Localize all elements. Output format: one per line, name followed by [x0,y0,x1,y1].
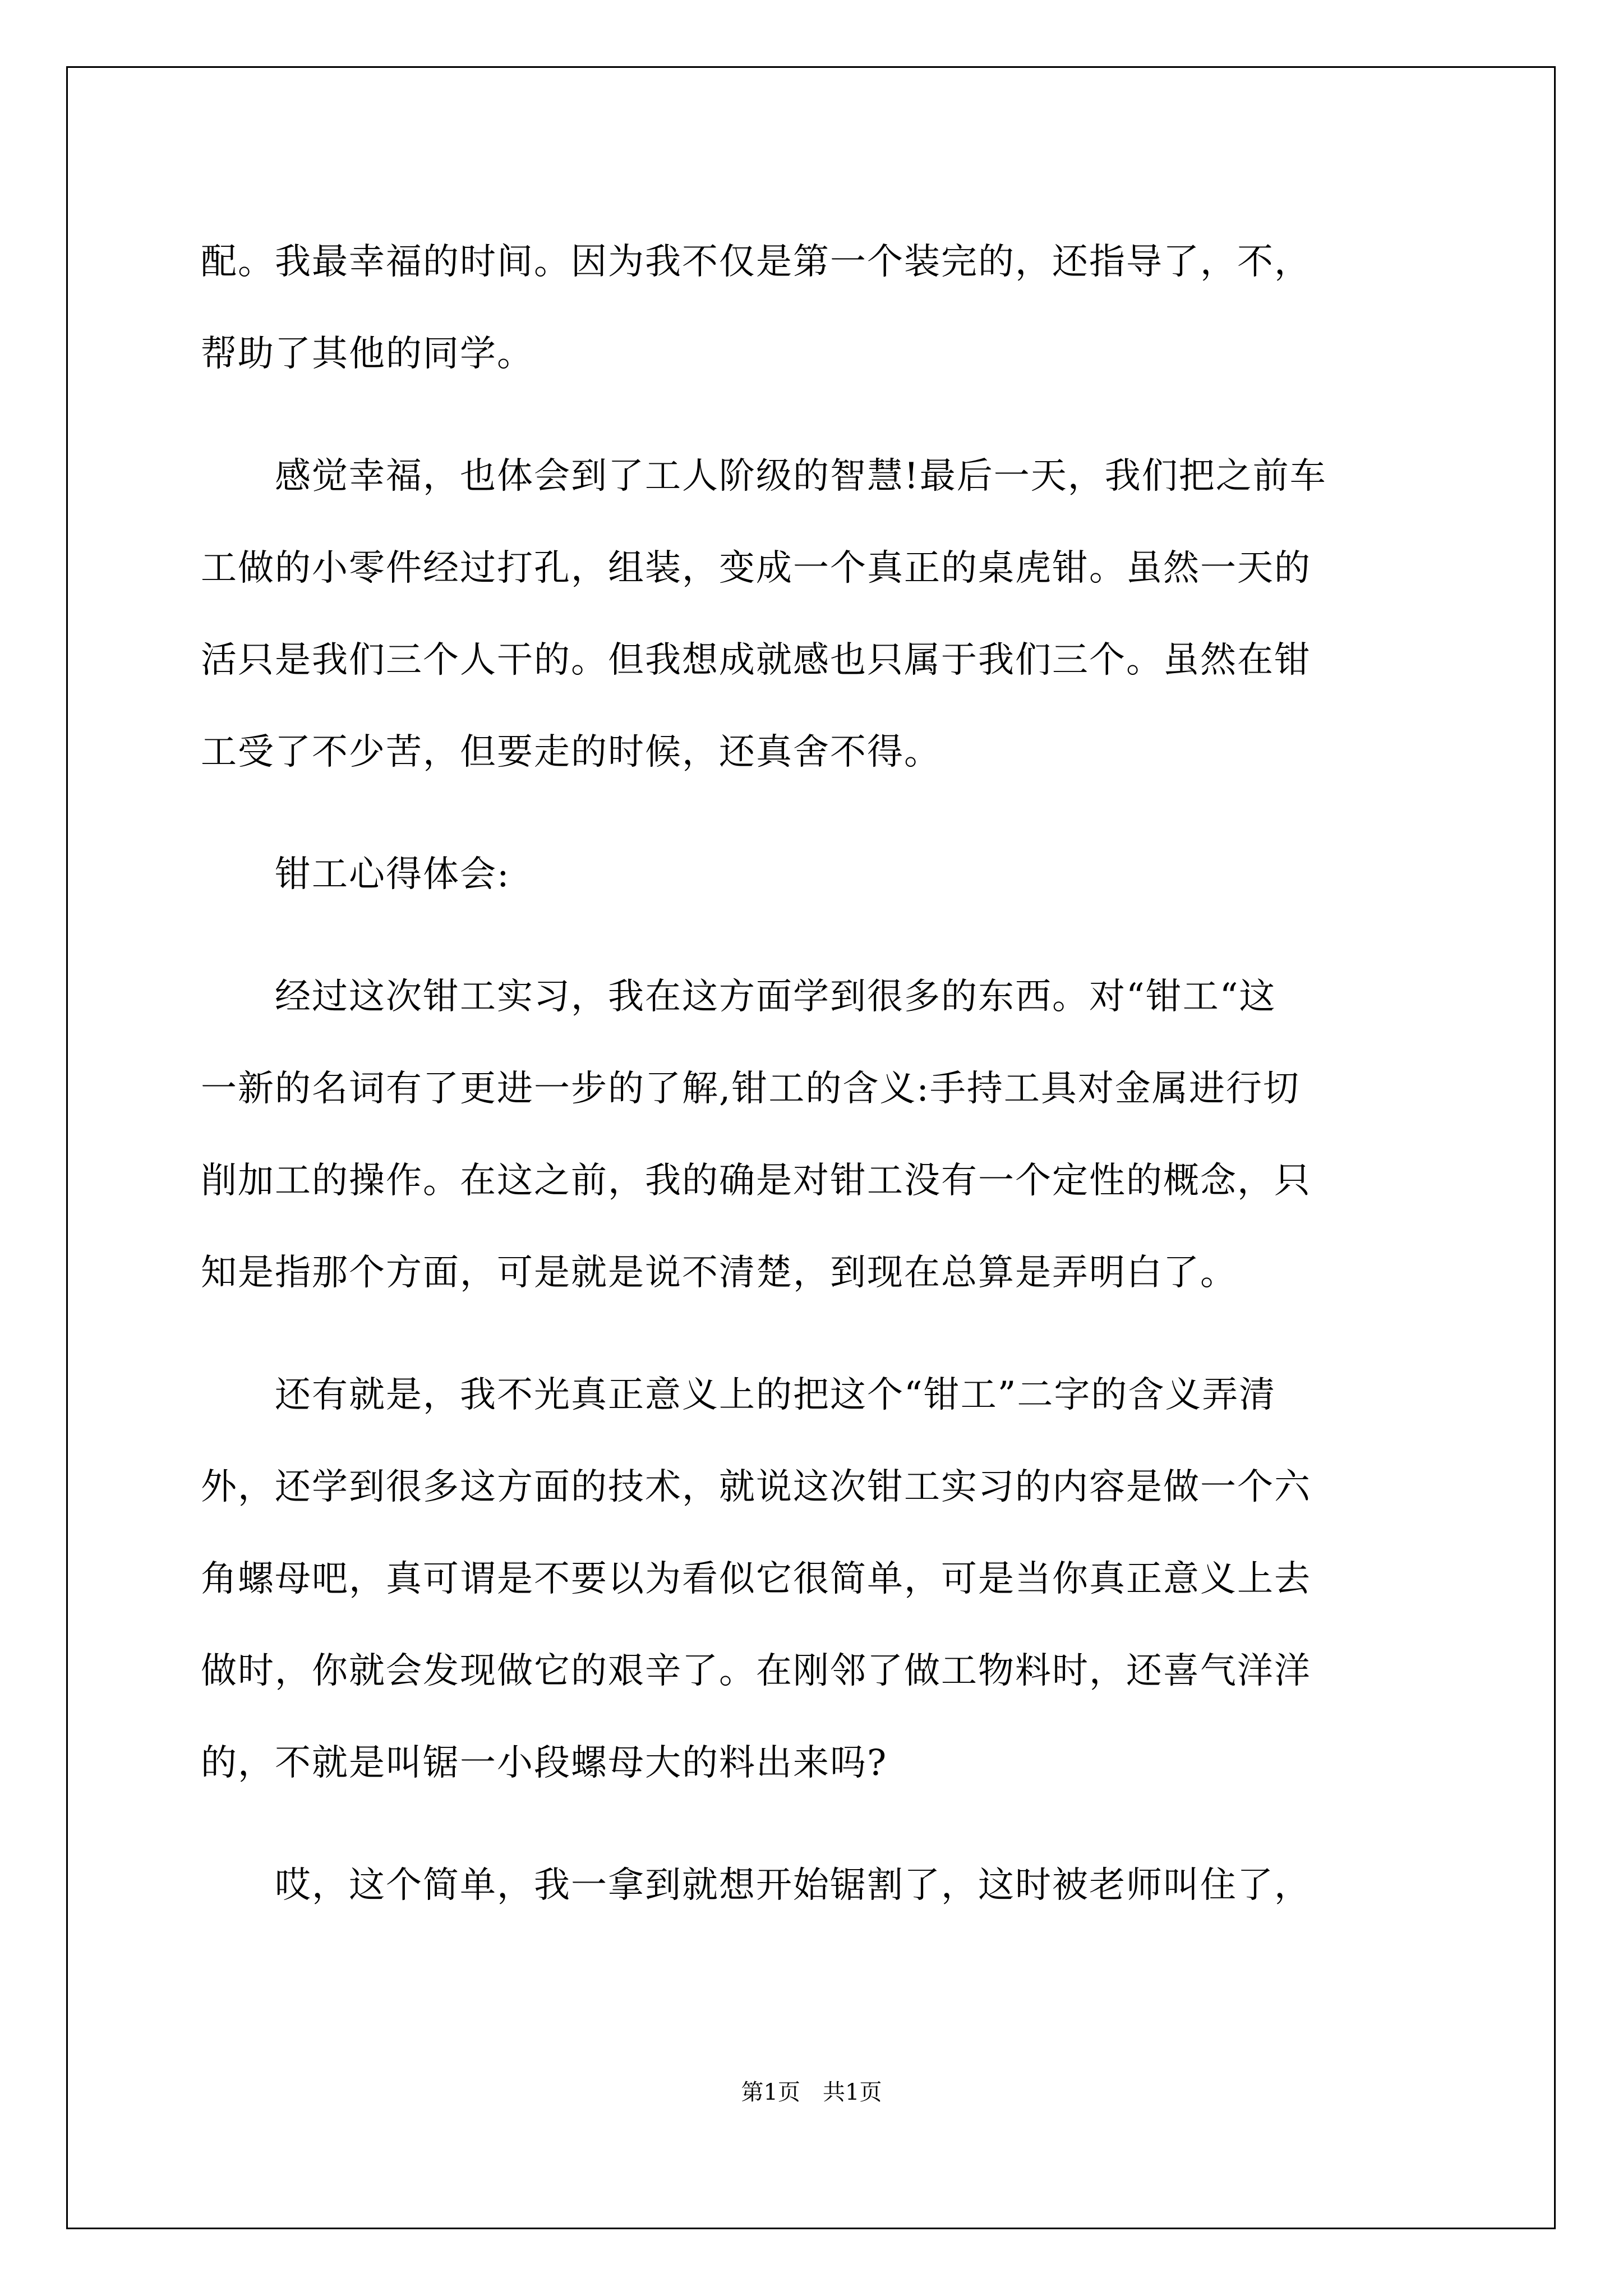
page-footer: 第1页 共1页 [741,2079,882,2105]
text-line: 知是指那个方面，可是就是说不清楚，到现在总算是弄明白了。 [201,1252,1237,1294]
text-line: 工受了不少苦，但要走的时候，还真舍不得。 [201,731,941,773]
text-line: 的，不就是叫锯一小段螺母大的料出来吗? [201,1742,888,1784]
text-line: 帮助了其他的同学。 [201,333,534,375]
text-line: 削加工的操作。在这之前，我的确是对钳工没有一个定性的概念，只 [201,1160,1311,1202]
text-line: 哎，这个简单，我一拿到就想开始锯割了，这时被老师叫住了， [201,1865,1311,1906]
text-line: 工做的小零件经过打孔，组装，变成一个真正的桌虎钳。虽然一天的 [201,547,1311,589]
text-line: 还有就是，我不光真正意义上的把这个“钳工”二字的含义弄清 [201,1374,1276,1416]
text-line: 角螺母吧，真可谓是不要以为看似它很简单，可是当你真正意义上去 [201,1558,1311,1600]
text-line: 钳工心得体会: [201,854,510,895]
text-line: 一新的名词有了更进一步的了解,钳工的含义:手持工具对金属进行切 [201,1068,1300,1110]
text-line: 感觉幸福，也体会到了工人阶级的智慧!最后一天，我们把之前车 [201,455,1327,497]
text-line: 经过这次钳工实习，我在这方面学到很多的东西。对“钳工“这 [201,976,1276,1018]
text-line: 活只是我们三个人干的。但我想成就感也只属于我们三个。虽然在钳 [201,639,1311,681]
text-line: 做时，你就会发现做它的艰辛了。在刚邻了做工物料时，还喜气洋洋 [201,1650,1311,1692]
text-line: 配。我最幸福的时间。因为我不仅是第一个装完的，还指导了，不， [201,241,1311,283]
text-line: 外，还学到很多这方面的技术，就说这次钳工实习的内容是做一个六 [201,1466,1311,1508]
